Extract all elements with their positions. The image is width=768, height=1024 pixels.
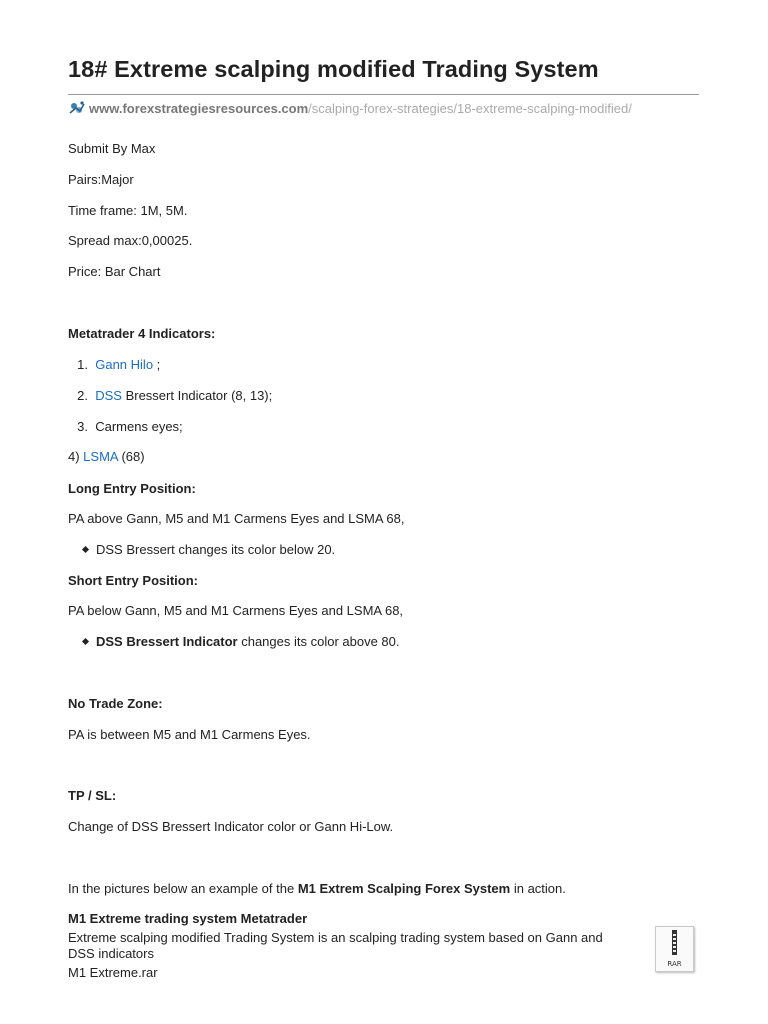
- intro-prefix: In the pictures below an example of the: [68, 881, 298, 896]
- intro-bold: M1 Extrem Scalping Forex System: [297, 881, 511, 896]
- spread-max: Spread max:0,00025.: [68, 233, 193, 248]
- attachment-description: Extreme scalping modified Trading System is an scalping trading system based on Gann and DSS indicators: [68, 930, 603, 961]
- item-text: Carmens eyes;: [95, 419, 183, 434]
- bullet-bold-text: DSS Bressert Indicator: [96, 634, 238, 649]
- long-entry-bullet: [68, 542, 335, 558]
- gann-hilo-link[interactable]: Gann Hilo: [95, 357, 154, 372]
- item-prefix: 4): [68, 449, 84, 464]
- pictures-intro: [68, 881, 566, 897]
- list-number: 1.: [77, 357, 88, 372]
- item-text: ;: [153, 357, 161, 372]
- tp-sl-text: Change of DSS Bressert Indicator color or Gann Hi-Low.: [68, 819, 394, 834]
- site-logo-icon: [68, 99, 86, 117]
- list-number: 3.: [77, 419, 88, 434]
- title-divider: [68, 94, 699, 95]
- attachment-title: M1 Extreme trading system Metatrader: [68, 911, 308, 926]
- time-frame: Time frame: 1M, 5M.: [68, 203, 188, 218]
- item-text: (68): [117, 449, 145, 464]
- indicator-item-2: [68, 388, 272, 404]
- submit-by: Submit By Max: [68, 141, 156, 156]
- bullet-icon: [68, 634, 96, 650]
- indicators-heading: Metatrader 4 Indicators:: [68, 326, 216, 341]
- long-entry-text: PA above Gann, M5 and M1 Carmens Eyes and LSMA 68,: [68, 511, 405, 526]
- bullet-text: DSS Bressert changes its color below 20.: [96, 542, 336, 557]
- short-entry-heading: Short Entry Position:: [68, 573, 198, 588]
- short-entry-text: PA below Gann, M5 and M1 Carmens Eyes and LSMA 68,: [68, 603, 404, 618]
- short-entry-bullet: [68, 634, 400, 650]
- price-type: Price: Bar Chart: [68, 264, 161, 279]
- page-title: 18# Extreme scalping modified Trading System: [68, 56, 599, 82]
- pairs: Pairs:Major: [68, 172, 134, 187]
- intro-suffix: in action.: [510, 881, 566, 896]
- rar-label: RAR: [667, 960, 682, 968]
- rar-file-icon[interactable]: [655, 926, 694, 972]
- indicator-item-3: [68, 419, 183, 435]
- indicator-item-1: [68, 357, 160, 373]
- lsma-link[interactable]: LSMA: [83, 449, 118, 464]
- item-text: Bressert Indicator (8, 13);: [121, 388, 273, 403]
- bullet-text: changes its color above 80.: [237, 634, 400, 649]
- no-trade-text: PA is between M5 and M1 Carmens Eyes.: [68, 727, 311, 742]
- long-entry-heading: Long Entry Position:: [68, 481, 196, 496]
- source-url[interactable]: [68, 99, 632, 117]
- source-path[interactable]: /scalping-forex-strategies/18-extreme-scalping-modified/: [308, 100, 632, 116]
- indicator-item-4: [68, 449, 145, 465]
- no-trade-heading: No Trade Zone:: [68, 696, 163, 711]
- bullet-icon: [68, 542, 96, 558]
- tp-sl-heading: TP / SL:: [68, 788, 117, 803]
- dss-link[interactable]: DSS: [95, 388, 122, 403]
- list-number: 2.: [77, 388, 88, 403]
- source-domain[interactable]: www.forexstrategiesresources.com: [89, 100, 309, 116]
- attachment-filename[interactable]: M1 Extreme.rar: [68, 965, 158, 980]
